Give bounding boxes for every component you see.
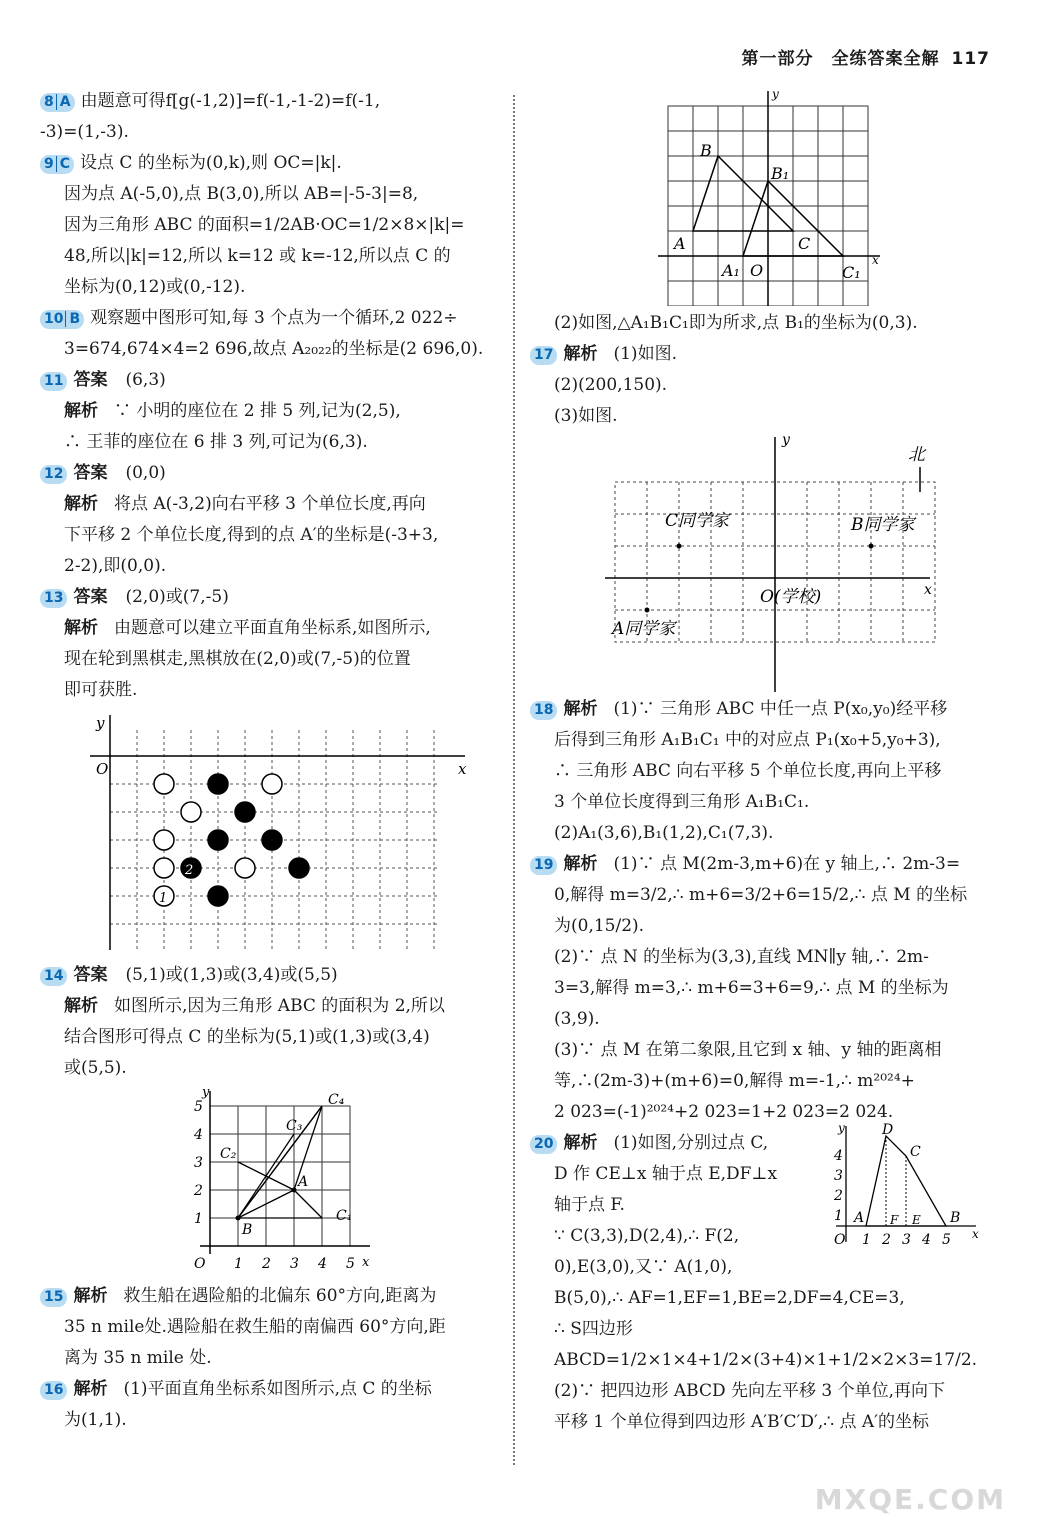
answer-15: [40, 1281, 500, 1374]
text-line: 2-2),即(0,0).: [64, 556, 167, 576]
text-line: 如图所示,因为三角形 ABC 的面积为 2,所以: [114, 996, 445, 1016]
svg-text:C₁: C₁: [842, 263, 861, 282]
text-line: ∴ 三角形 ABC 向右平移 5 个单位长度,再向上平移: [554, 761, 942, 781]
svg-text:O: O: [96, 760, 109, 778]
text-line: 离为 35 n mile 处.: [64, 1348, 212, 1368]
svg-text:2: 2: [185, 863, 194, 878]
svg-text:A: A: [854, 1210, 865, 1226]
text-line: 将点 A(-3,2)向右平移 3 个单位长度,再向: [114, 494, 426, 514]
a-home-label: A同学家: [612, 619, 676, 639]
text-line: 48,所以|k|=12,所以 k=12 或 k=-12,所以点 C 的: [64, 246, 451, 266]
text-line: (2)如图,△A₁B₁C₁即为所求,点 B₁的坐标为(0,3).: [554, 313, 918, 333]
text-line: 3=3,解得 m=3,∴ m+6=3+6=9,∴ 点 M 的坐标为: [554, 978, 949, 998]
analysis-label: 解析: [563, 344, 598, 364]
svg-text:A: A: [674, 234, 686, 253]
question-number: 20: [530, 1135, 557, 1154]
question-number: 17: [530, 346, 557, 365]
answer-label: 答案: [73, 370, 108, 390]
svg-text:2: 2: [262, 1256, 271, 1272]
text-line: 即可获胜.: [64, 680, 138, 700]
text-line: (2)(200,150).: [554, 375, 668, 395]
svg-text:B: B: [242, 1222, 253, 1238]
text-line: (2)∵ 点 N 的坐标为(3,3),直线 MN∥y 轴,∴ 2m-: [554, 947, 929, 967]
svg-text:4: 4: [318, 1256, 327, 1272]
svg-text:4: 4: [922, 1232, 931, 1248]
answer-value: (2,0)或(7,-5): [125, 587, 229, 607]
text-line: 因为三角形 ABC 的面积=1/2AB·OC=1/2×8×|k|=: [64, 215, 465, 235]
analysis-label: 解析: [563, 854, 598, 874]
question-number: 16: [40, 1381, 67, 1400]
svg-text:C: C: [798, 234, 811, 253]
answer-14: [40, 960, 500, 1084]
question-number: 18: [530, 701, 557, 720]
svg-text:2: 2: [194, 1183, 203, 1199]
question-number: 19: [530, 856, 557, 875]
analysis-label: 解析: [563, 699, 598, 719]
page-header: [742, 44, 991, 69]
svg-text:x: x: [924, 582, 932, 598]
analysis-label: 解析: [64, 618, 98, 638]
svg-text:B₁: B₁: [771, 164, 790, 183]
text-line: 0),E(3,0),又∵ A(1,0),: [554, 1257, 733, 1277]
svg-text:O: O: [834, 1232, 846, 1248]
svg-text:C: C: [910, 1144, 921, 1160]
svg-text:y: y: [96, 714, 105, 732]
svg-text:x: x: [872, 253, 879, 267]
svg-text:4: 4: [834, 1148, 843, 1164]
question-number: 9 C: [40, 155, 74, 174]
svg-text:5: 5: [194, 1099, 203, 1115]
text-line: B(5,0),∴ AF=1,EF=1,BE=2,DF=4,CE=3,: [554, 1288, 905, 1308]
svg-text:2: 2: [834, 1188, 843, 1204]
question-number: 15: [40, 1288, 67, 1307]
svg-text:C₄: C₄: [328, 1092, 345, 1108]
b-home-label: B同学家: [851, 515, 915, 535]
analysis-label: 解析: [563, 1133, 598, 1153]
question-number: 10 B: [40, 310, 84, 329]
text-line: 后得到三角形 A₁B₁C₁ 中的对应点 P₁(x₀+5,y₀+3),: [554, 730, 941, 750]
svg-text:D: D: [882, 1122, 894, 1138]
text-line: ∵ 小明的座位在 2 排 5 列,记为(2,5),: [114, 401, 401, 421]
svg-text:C₃: C₃: [286, 1118, 303, 1134]
svg-text:3: 3: [290, 1256, 299, 1272]
text-line: 平移 1 个单位得到四边形 A′B′C′D′,∴ 点 A′的坐标: [554, 1412, 930, 1432]
answer-18: [530, 694, 986, 849]
text-line: 由题意可得f[g(-1,2)]=f(-1,-1-2)=f(-1,: [80, 91, 381, 111]
svg-text:F: F: [890, 1213, 899, 1227]
svg-text:3: 3: [902, 1232, 911, 1248]
answer-12: [40, 458, 500, 582]
svg-text:x: x: [362, 1255, 370, 1270]
answer-13: [40, 582, 500, 706]
section-title: 第一部分 全练答案全解: [741, 49, 940, 69]
svg-text:2: 2: [882, 1232, 891, 1248]
text-line: 观察题中图形可知,每 3 个点为一个循环,2 022÷: [90, 308, 458, 328]
text-line: (1)∵ 点 M(2m-3,m+6)在 y 轴上,∴ 2m-3=: [613, 854, 961, 874]
translation-grid-figure: [658, 86, 888, 306]
text-line: 3=674,674×4=2 696,故点 A₂₀₂₂的坐标是(2 696,0).: [64, 339, 484, 359]
quadrilateral-figure: [826, 1122, 986, 1252]
svg-text:5: 5: [346, 1256, 355, 1272]
answer-9: [40, 148, 500, 303]
svg-text:1: 1: [194, 1211, 203, 1227]
text-line: 35 n mile处.遇险船在救生船的南偏西 60°方向,距: [64, 1317, 446, 1337]
svg-text:C₂: C₂: [220, 1146, 237, 1162]
text-line: 现在轮到黑棋走,黑棋放在(2,0)或(7,-5)的位置: [64, 649, 411, 669]
answer-20: [530, 1122, 986, 1438]
answer-19: [530, 849, 986, 1128]
left-column: [40, 86, 500, 1436]
text-line: 3 个单位长度得到三角形 A₁B₁C₁.: [554, 792, 810, 812]
svg-text:y: y: [202, 1086, 210, 1100]
svg-text:B: B: [700, 141, 712, 160]
svg-text:E: E: [912, 1213, 921, 1227]
analysis-label: 解析: [73, 1286, 108, 1306]
svg-text:O: O: [194, 1256, 206, 1272]
svg-text:y: y: [838, 1122, 845, 1135]
svg-text:A₁: A₁: [722, 261, 740, 280]
text-line: (1)∵ 三角形 ABC 中任一点 P(x₀,y₀)经平移: [613, 699, 948, 719]
svg-text:1: 1: [234, 1256, 243, 1272]
svg-text:3: 3: [834, 1168, 843, 1184]
text-line: -3)=(1,-3).: [40, 122, 129, 142]
svg-text:x: x: [458, 760, 467, 778]
svg-text:1: 1: [834, 1208, 843, 1224]
answer-10: [40, 303, 500, 365]
analysis-label: 解析: [64, 996, 98, 1016]
analysis-label: 解析: [73, 1379, 108, 1399]
question-number: 8 A: [40, 93, 75, 112]
go-board-figure: [60, 710, 480, 960]
answer-8: [40, 86, 500, 148]
text-line: ∴ 王菲的座位在 6 排 3 列,可记为(6,3).: [64, 432, 368, 452]
c-home-label: C同学家: [665, 511, 730, 531]
text-line: (3)如图.: [554, 406, 618, 426]
svg-text:A: A: [298, 1174, 309, 1190]
answer-label: 答案: [73, 965, 108, 985]
svg-text:1: 1: [159, 891, 168, 906]
answer-label: 答案: [73, 587, 108, 607]
answer-value: (0,0): [125, 463, 166, 483]
text-line: ∵ C(3,3),D(2,4),∴ F(2,: [554, 1226, 740, 1246]
svg-text:4: 4: [194, 1127, 203, 1143]
text-line: 或(5,5).: [64, 1058, 127, 1078]
answer-label: 答案: [73, 463, 108, 483]
school-map-figure: [590, 432, 1010, 694]
svg-text:1: 1: [862, 1232, 871, 1248]
text-line: D 作 CE⊥x 轴于点 E,DF⊥x: [554, 1164, 778, 1184]
answer-value: (5,1)或(1,3)或(3,4)或(5,5): [125, 965, 338, 985]
text-line: 轴于点 F.: [554, 1195, 625, 1215]
text-line: 下平移 2 个单位长度,得到的点 A′的坐标是(-3+3,: [64, 525, 439, 545]
text-line: 设点 C 的坐标为(0,k),则 OC=|k|.: [80, 153, 342, 173]
answer-value: (6,3): [125, 370, 166, 390]
text-line: 结合图形可得点 C 的坐标为(5,1)或(1,3)或(3,4): [64, 1027, 430, 1047]
question-number: 14: [40, 967, 67, 986]
text-line: 救生船在遇险船的北偏东 60°方向,距离为: [123, 1286, 437, 1306]
svg-text:B: B: [950, 1210, 961, 1226]
question-number: 13: [40, 589, 67, 608]
text-line: (1)如图.: [613, 344, 677, 364]
text-line: (3)∵ 点 M 在第二象限,且它到 x 轴、y 轴的距离相: [554, 1040, 942, 1060]
text-line: 等,∴(2m-3)+(m+6)=0,解得 m=-1,∴ m²⁰²⁴+: [554, 1071, 915, 1091]
text-line: (2)A₁(3,6),B₁(1,2),C₁(7,3).: [554, 823, 774, 843]
answer-16: [40, 1374, 500, 1436]
svg-text:O: O: [750, 261, 764, 280]
text-line: (1)如图,分别过点 C,: [613, 1133, 769, 1153]
question-number: 11: [40, 372, 67, 391]
column-divider: [513, 95, 515, 1465]
svg-text:3: 3: [194, 1155, 203, 1171]
text-line: ∴ S四边形ABCD=1/2×1×4+1/2×(3+4)×1+1/2×2×3=17/2.: [554, 1319, 978, 1370]
answer-17: [530, 339, 986, 432]
svg-text:y: y: [782, 432, 790, 448]
answer-11: [40, 365, 500, 458]
text-line: 2 023=(-1)²⁰²⁴+2 023=1+2 023=2 024.: [554, 1102, 894, 1122]
analysis-label: 解析: [64, 494, 98, 514]
page-number: 117: [951, 49, 990, 69]
right-column: [530, 86, 986, 1438]
text-line: (3,9).: [554, 1009, 600, 1029]
text-line: 因为点 A(-5,0),点 B(3,0),所以 AB=|-5-3|=8,: [64, 184, 419, 204]
question-number: 12: [40, 465, 67, 484]
text-line: 为(1,1).: [64, 1410, 127, 1430]
text-line: 为(0,15/2).: [554, 916, 645, 936]
north-label: 北: [908, 445, 925, 465]
svg-text:C₁: C₁: [336, 1208, 353, 1224]
analysis-label: 解析: [64, 401, 98, 421]
svg-text:y: y: [772, 87, 779, 101]
svg-text:5: 5: [942, 1232, 951, 1248]
origin-label: O(学校): [760, 587, 822, 607]
text-line: (1)平面直角坐标系如图所示,点 C 的坐标: [123, 1379, 432, 1399]
watermark: MXQE.COM: [814, 1483, 1006, 1516]
svg-text:x: x: [972, 1227, 979, 1241]
text-line: 0,解得 m=3/2,∴ m+6=3/2+6=15/2,∴ 点 M 的坐标: [554, 885, 968, 905]
triangle-grid-figure: [180, 1086, 380, 1281]
text-line: 由题意可以建立平面直角坐标系,如图所示,: [114, 618, 431, 638]
text-line: (2)∵ 把四边形 ABCD 先向左平移 3 个单位,再向下: [554, 1381, 946, 1401]
text-line: 坐标为(0,12)或(0,-12).: [64, 277, 246, 297]
